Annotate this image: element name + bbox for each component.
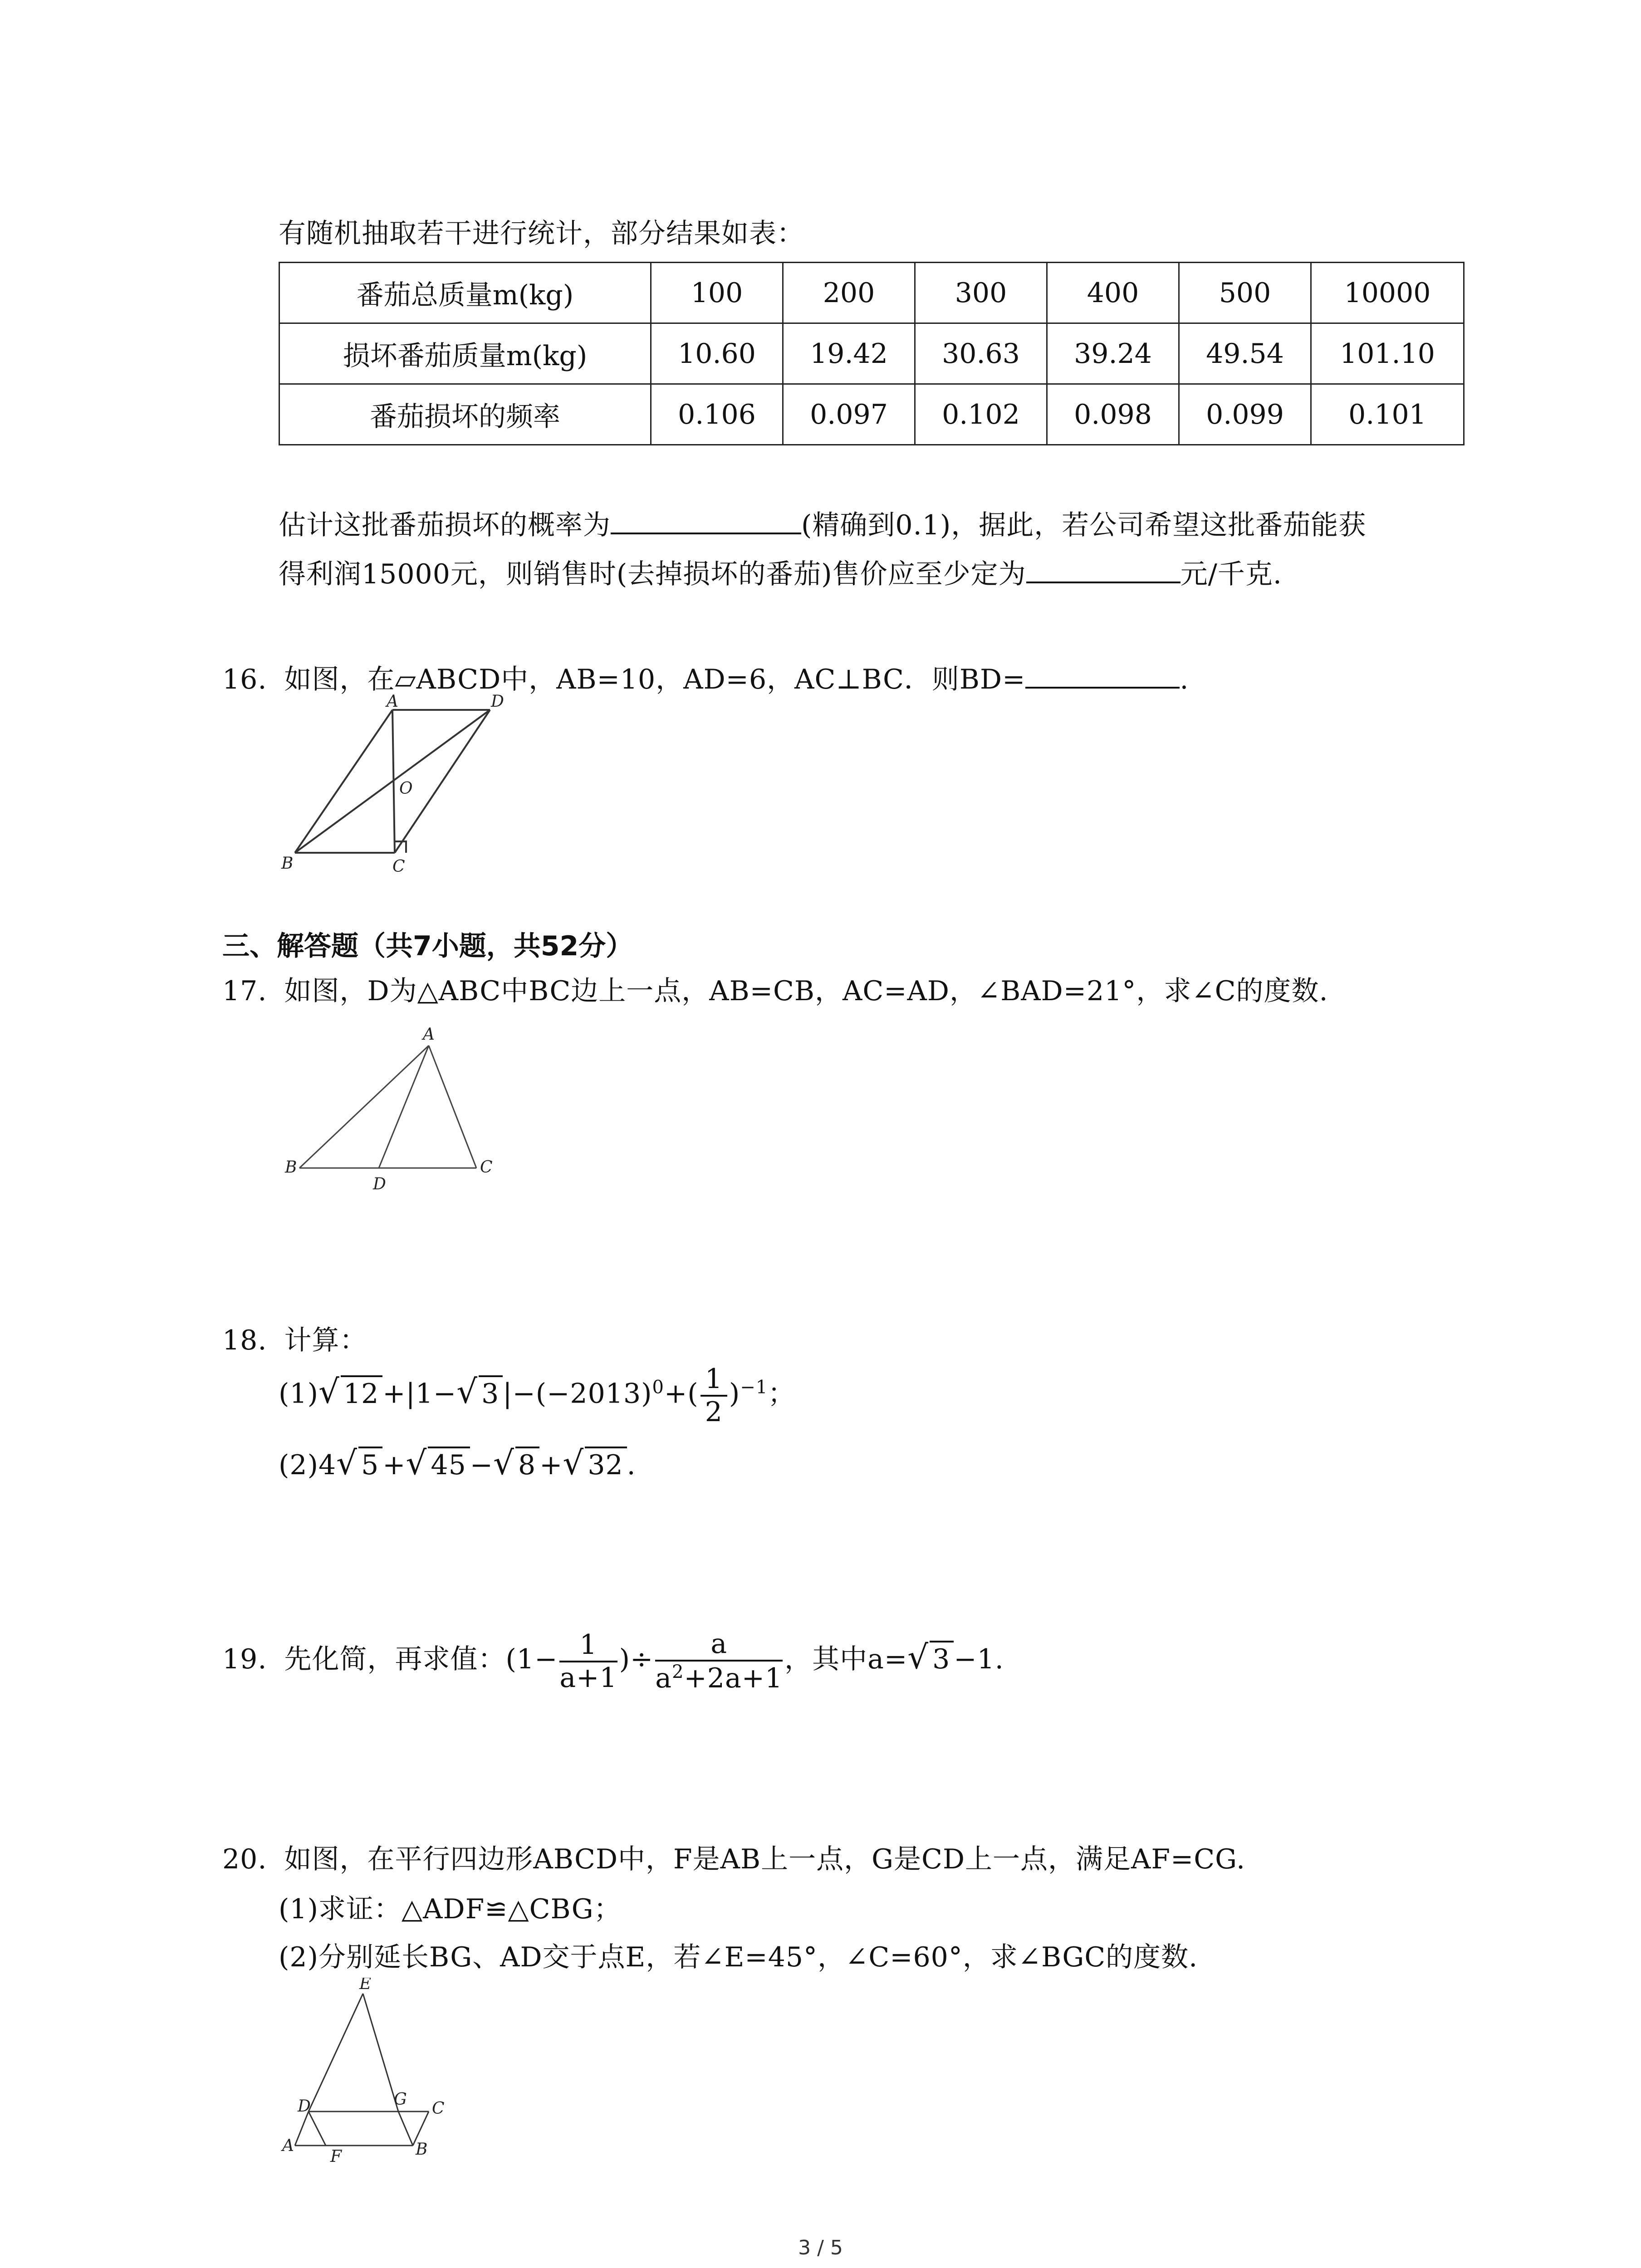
- q19-number: 19.: [222, 1643, 267, 1676]
- table-cell: 101.10: [1311, 323, 1464, 384]
- q16-label-a: A: [387, 694, 398, 711]
- q20-text: 如图，在平行四边形ABCD中，F是AB上一点，G是CD上一点，满足AF=CG.: [284, 1843, 1246, 1875]
- table-cell: 0.097: [783, 384, 915, 445]
- q20-parallelogram-figure: [272, 1978, 472, 2168]
- q15-text-c: 得利润15000元，则销售时(去掉损坏的番茄)售价应至少定为: [279, 558, 1026, 590]
- q18-number: 18.: [222, 1325, 267, 1356]
- q18-p1-exponent-0: 0: [652, 1377, 664, 1398]
- q20-label-d: D: [298, 2097, 311, 2116]
- table-row: [279, 384, 1464, 445]
- q17-label-c: C: [480, 1158, 493, 1177]
- sqrt-symbol-icon: √: [406, 1444, 427, 1482]
- q18-p1-mid-2: |−(−2013): [503, 1378, 652, 1410]
- sqrt-symbol-icon: √: [493, 1444, 514, 1482]
- q17-segment-ad: [379, 1046, 429, 1168]
- q20-label-e: E: [359, 1978, 372, 1993]
- q16-number: 16.: [222, 664, 267, 695]
- q18-p2-radicand-1: 5: [358, 1447, 382, 1482]
- q17-label-d: D: [373, 1175, 386, 1193]
- intro-text: 有随机抽取若干进行统计，部分结果如表：: [279, 218, 804, 249]
- q17-edge-ac: [429, 1046, 476, 1168]
- q16-label-c: C: [392, 857, 405, 875]
- q18-p1-fraction: [700, 1364, 727, 1428]
- q19-fraction-2-den: [655, 1662, 783, 1694]
- q19-mid: )÷: [619, 1643, 654, 1676]
- q18-text: 计算：: [284, 1325, 367, 1356]
- page-number: 3 / 5: [798, 2236, 843, 2259]
- q15-answer-blank-2[interactable]: [1026, 556, 1181, 583]
- table-cell: 400: [1047, 263, 1179, 323]
- q18-p1-radicand-2: 3: [479, 1375, 503, 1411]
- statistics-table: [279, 262, 1465, 445]
- table-cell: 100: [651, 263, 783, 323]
- q20-extension-be: [363, 1994, 398, 2112]
- q19-fraction-2-den-a: a: [655, 1662, 672, 1694]
- table-row-label: 番茄总质量m(kg): [279, 263, 651, 323]
- section-3-heading: 三、解答题（共7小题，共52分）: [222, 930, 633, 962]
- q18-p2-radicand-3: 8: [515, 1447, 539, 1482]
- q20-edge-ad: [295, 2112, 309, 2146]
- q17-label-a: A: [423, 1025, 435, 1044]
- q19-tail-b: −1.: [954, 1643, 1004, 1676]
- q20-segment-gb: [398, 2112, 413, 2146]
- q16-text: 如图，在▱ABCD中，AB=10，AD=6，AC⊥BC．则BD=: [284, 664, 1026, 695]
- q17-text: 如图，D为△ABC中BC边上一点，AB=CB，AC=AD，∠BAD=21°，求∠C的度数.: [284, 975, 1328, 1007]
- q19-fraction-2-den-exp: 2: [672, 1662, 684, 1682]
- q18-p1-radicand-1: 12: [341, 1375, 382, 1411]
- table-row: [279, 323, 1464, 384]
- q16-parallelogram-figure: [268, 694, 522, 875]
- table-cell: 200: [783, 263, 915, 323]
- q17-label-b: B: [285, 1158, 297, 1177]
- q18-p1-mid-4: ): [729, 1378, 740, 1410]
- q19-line: [222, 1628, 1004, 1694]
- q16-period: .: [1180, 664, 1189, 695]
- q18-p2-radicand-4: 32: [585, 1447, 627, 1482]
- q20-label-g: G: [394, 2090, 407, 2109]
- q20-segment-df: [309, 2112, 326, 2146]
- table-cell: 0.102: [915, 384, 1047, 445]
- q20-label-f: F: [330, 2147, 342, 2166]
- q19-tail-a: ，其中a=: [784, 1643, 908, 1676]
- q19-fraction-2-num: a: [655, 1628, 783, 1662]
- q20-part2: (2)分别延长BG、AD交于点E，若∠E=45°，∠C=60°，求∠BGC的度数.: [279, 1941, 1198, 1973]
- q16-label-b: B: [281, 854, 294, 873]
- table-cell: 10.60: [651, 323, 783, 384]
- q19-fraction-1-num: 1: [559, 1629, 617, 1662]
- q20-part1: (1)求证：△ADF≌△CBG；: [279, 1893, 622, 1925]
- q18-p2-radicand-2: 45: [428, 1447, 470, 1482]
- q17-number: 17.: [222, 975, 267, 1007]
- q19-text: 先化简，再求值：(1−: [284, 1643, 558, 1676]
- table-row-label: 番茄损坏的频率: [279, 384, 651, 445]
- table-cell: 10000: [1311, 263, 1464, 323]
- q19-fraction-1-den: a+1: [559, 1662, 617, 1694]
- sqrt-symbol-icon: √: [456, 1372, 478, 1411]
- q18-p2-op-1: +: [382, 1449, 406, 1481]
- table-row: [279, 263, 1464, 323]
- q19-fraction-2-den-b: +2a+1: [684, 1662, 783, 1694]
- q18-p1-prefix: (1): [279, 1378, 318, 1410]
- q20-number: 20.: [222, 1843, 267, 1875]
- table-row-label: 损坏番茄质量m(kg): [279, 323, 651, 384]
- table-cell: 0.099: [1179, 384, 1311, 445]
- q20-label-a: A: [282, 2136, 294, 2155]
- q18-p1-mid-3: +(: [664, 1378, 699, 1410]
- q16-label-d: D: [491, 694, 504, 711]
- sqrt-symbol-icon: √: [563, 1444, 584, 1482]
- q17-line: [222, 974, 1328, 1008]
- q15-text-b: (精确到0.1)，据此，若公司希望这批番茄能获: [801, 509, 1367, 541]
- q18-part2: [279, 1442, 636, 1483]
- q18-p2-op-3: +: [539, 1449, 563, 1481]
- table-cell: 0.101: [1311, 384, 1464, 445]
- table-cell: 300: [915, 263, 1047, 323]
- q16-line: [222, 661, 1189, 697]
- table-cell: 0.098: [1047, 384, 1179, 445]
- sqrt-symbol-icon: √: [907, 1638, 929, 1677]
- table-cell: 49.54: [1179, 323, 1311, 384]
- q20-label-b: B: [416, 2140, 428, 2159]
- table-cell: 39.24: [1047, 323, 1179, 384]
- q20-line: [222, 1843, 1245, 1877]
- q15-text-a: 估计这批番茄损坏的概率为: [279, 509, 611, 541]
- q18-p1-end: ；: [768, 1378, 796, 1410]
- table-cell: 19.42: [783, 323, 915, 384]
- table-cell: 30.63: [915, 323, 1047, 384]
- q20-label-c: C: [432, 2099, 445, 2118]
- q19-tail-radicand: 3: [930, 1641, 954, 1677]
- q15-answer-blank-1[interactable]: [611, 507, 801, 534]
- q20-extension-ae: [309, 1994, 363, 2112]
- q18-p2-end: .: [627, 1449, 636, 1481]
- q18-part1: [279, 1364, 795, 1428]
- q18-p2-op-2: −: [470, 1449, 494, 1481]
- table-cell: 0.106: [651, 384, 783, 445]
- q15-line1: [279, 507, 1366, 543]
- q15-line2: [279, 556, 1282, 591]
- q18-p2-prefix: (2)4: [279, 1449, 337, 1481]
- table-cell: 500: [1179, 263, 1311, 323]
- q18-p1-fraction-den: 2: [705, 1396, 723, 1428]
- sqrt-symbol-icon: √: [318, 1372, 340, 1411]
- q16-edge-ab: [295, 710, 392, 853]
- q19-fraction-2: [655, 1628, 783, 1694]
- sqrt-symbol-icon: √: [336, 1444, 358, 1482]
- q16-answer-blank[interactable]: [1025, 661, 1180, 689]
- q18-line: [222, 1324, 367, 1358]
- q17-triangle-figure: [272, 1021, 508, 1193]
- q16-label-o: O: [399, 779, 413, 798]
- q18-p1-mid-1: +|1−: [382, 1378, 457, 1410]
- q18-p1-fraction-num: 1: [700, 1364, 727, 1397]
- q19-fraction-1: [559, 1629, 617, 1694]
- q15-text-d: 元/千克.: [1180, 558, 1282, 590]
- q17-edge-ab: [299, 1046, 429, 1168]
- q18-p1-exponent-1: −1: [740, 1377, 768, 1398]
